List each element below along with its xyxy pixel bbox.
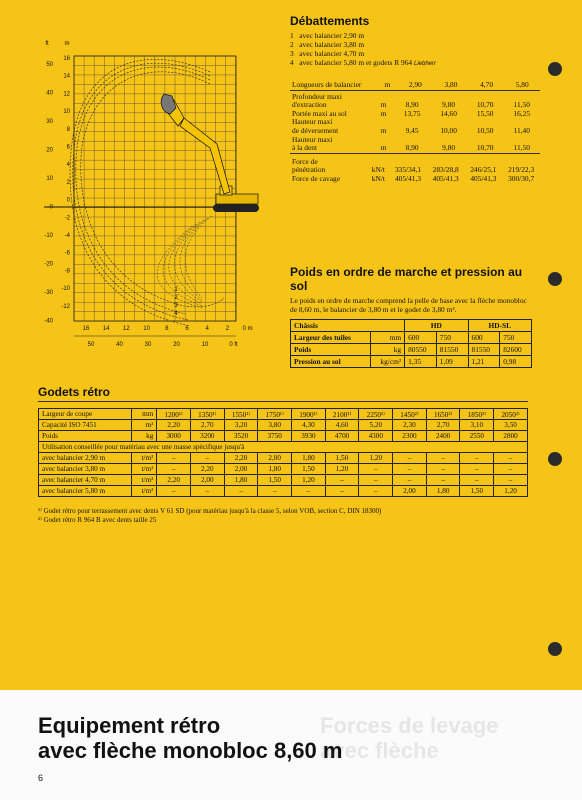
ghost-title bbox=[320, 713, 499, 763]
bucket-value: 2300 bbox=[393, 431, 427, 442]
page-number: 6 bbox=[38, 773, 44, 783]
bucket-value: – bbox=[460, 464, 494, 475]
spec-unit: m bbox=[380, 125, 387, 135]
bucket-value: 1,20 bbox=[359, 453, 393, 464]
bucket-value: 2100¹⁾ bbox=[325, 409, 359, 420]
bucket-value: 4,60 bbox=[325, 420, 359, 431]
header-value: 3,80 bbox=[444, 80, 458, 89]
godets-title: Godets rétro bbox=[38, 385, 528, 402]
spec-unit: m bbox=[380, 143, 387, 153]
spec-value: 9,80 bbox=[442, 143, 456, 153]
bucket-value: 2550 bbox=[460, 431, 494, 442]
m-tick-label: -6 bbox=[64, 250, 70, 257]
binding-hole bbox=[548, 452, 562, 466]
bucket-value: – bbox=[157, 486, 191, 497]
digging-arc bbox=[180, 218, 208, 300]
bucket-value: 1,80 bbox=[292, 453, 326, 464]
spec-value: 335/34,1 bbox=[394, 165, 422, 175]
weight-unit: kg/cm² bbox=[370, 356, 404, 368]
bucket-value: – bbox=[494, 464, 528, 475]
bucket-value: 2250¹⁾ bbox=[359, 409, 393, 420]
x-m-tick-label: 8 bbox=[165, 326, 169, 332]
bucket-value: 1,80 bbox=[258, 464, 292, 475]
spec-value: 10,50 bbox=[476, 125, 494, 135]
arm-text: avec balancier 2,90 m bbox=[299, 31, 365, 40]
bucket-value: 2,70 bbox=[190, 420, 224, 431]
reach-header bbox=[290, 81, 540, 91]
arm-num: 4 bbox=[290, 58, 294, 67]
m-tick-label: 4 bbox=[66, 162, 70, 169]
bucket-value: – bbox=[359, 475, 393, 486]
ft-tick-label: 20 bbox=[46, 147, 53, 154]
bucket-label: Largeur de coupe bbox=[39, 409, 132, 420]
spec-value: 283/28,8 bbox=[432, 165, 459, 175]
bucket-value: – bbox=[190, 453, 224, 464]
bucket-row bbox=[39, 420, 528, 431]
bucket-value: – bbox=[157, 464, 191, 475]
header-value: 5,80 bbox=[515, 80, 529, 89]
bucket-value: – bbox=[190, 486, 224, 497]
bucket-value: 2,20 bbox=[157, 475, 191, 486]
arm-text: avec balancier 3,80 m bbox=[299, 40, 365, 49]
bucket-value: 3,20 bbox=[224, 420, 258, 431]
bucket-value: 1750¹⁾ bbox=[258, 409, 292, 420]
weight-unit: mm bbox=[370, 332, 404, 344]
bucket-value: – bbox=[359, 486, 393, 497]
bucket-value: 1,50 bbox=[460, 486, 494, 497]
bucket-value: – bbox=[426, 475, 460, 486]
arm-num: 1 bbox=[290, 31, 294, 40]
bucket-value: 2,00 bbox=[224, 464, 258, 475]
bucket-value: – bbox=[325, 475, 359, 486]
x-ft-tick-label: 0 ft bbox=[229, 342, 238, 348]
bucket-value: 1,20 bbox=[494, 486, 528, 497]
bucket-value: 2400 bbox=[426, 431, 460, 442]
weight-row bbox=[291, 332, 532, 344]
spec-label: à la dent bbox=[292, 143, 318, 153]
ft-tick-label: -10 bbox=[44, 233, 53, 239]
m-tick-label: -10 bbox=[61, 286, 70, 293]
bucket-label: Poids bbox=[39, 431, 132, 442]
force-table bbox=[290, 158, 540, 184]
spec-value: 219/22,3 bbox=[508, 165, 535, 175]
arm-list bbox=[290, 31, 540, 69]
bucket-unit: t/m³ bbox=[132, 464, 157, 475]
arm-line bbox=[290, 58, 540, 69]
bucket-value: 1,20 bbox=[325, 464, 359, 475]
m-tick-label: -12 bbox=[61, 303, 70, 310]
header-value: 4,70 bbox=[480, 80, 494, 89]
unit-ft-label: ft bbox=[45, 41, 49, 47]
spec-unit: m bbox=[380, 100, 387, 110]
m-tick-label: 2 bbox=[66, 179, 70, 186]
bucket-value: 3,10 bbox=[460, 420, 494, 431]
usage-row bbox=[39, 442, 528, 453]
ft-tick-label: 30 bbox=[46, 119, 53, 125]
ghost-line: Forces de levage bbox=[320, 713, 499, 738]
bucket-value: 1650²⁾ bbox=[426, 409, 460, 420]
weight-value: 81550 bbox=[468, 344, 500, 356]
ft-tick-label: 50 bbox=[46, 62, 53, 68]
footnote-2: ²⁾ Godet rétro R 964 B avec dents taille 25 bbox=[38, 516, 157, 524]
bucket-value: 1200¹⁾ bbox=[157, 409, 191, 420]
arm-num: 3 bbox=[290, 49, 294, 58]
bucket-value: 2,00 bbox=[258, 453, 292, 464]
bucket-row bbox=[39, 453, 528, 464]
bucket-unit: t/m³ bbox=[132, 486, 157, 497]
excavator-body bbox=[216, 194, 258, 204]
bucket-value: 2,20 bbox=[190, 464, 224, 475]
curve-number: 3 bbox=[174, 303, 178, 309]
weight-value: 80550 bbox=[405, 344, 437, 356]
m-tick-label: 14 bbox=[63, 73, 70, 80]
bucket-value: 1,80 bbox=[426, 486, 460, 497]
x-m-tick-label: 0 m bbox=[242, 326, 253, 332]
spec-label: pénétration bbox=[292, 165, 326, 175]
bucket-unit: m³ bbox=[132, 420, 157, 431]
bucket-value: 1,50 bbox=[325, 453, 359, 464]
weight-value: 750 bbox=[436, 332, 468, 344]
bucket-value: 2,00 bbox=[393, 486, 427, 497]
spec-value: 246/25,1 bbox=[470, 165, 497, 175]
weight-table bbox=[290, 319, 532, 368]
arm-text: avec balancier 5,80 m et godets R 964 bbox=[299, 58, 414, 67]
spec-value: 10,70 bbox=[476, 143, 494, 153]
bucket-value: 4700 bbox=[325, 431, 359, 442]
m-tick-label: -8 bbox=[64, 268, 70, 275]
x-ft-tick-label: 30 bbox=[144, 342, 152, 348]
weight-value: 0,98 bbox=[500, 356, 532, 368]
bucket-value: 2,00 bbox=[190, 475, 224, 486]
digging-arc bbox=[174, 220, 204, 302]
x-m-tick-label: 2 bbox=[225, 326, 230, 332]
m-tick-label: 12 bbox=[63, 91, 70, 98]
spec-row bbox=[290, 144, 540, 153]
binding-hole bbox=[548, 62, 562, 76]
bucket-unit: t/m³ bbox=[132, 453, 157, 464]
bucket-value: – bbox=[393, 453, 427, 464]
x-m-tick-label: 10 bbox=[143, 326, 150, 332]
curve-number: 1 bbox=[174, 287, 178, 293]
spec-value: 10,70 bbox=[476, 100, 494, 110]
spec-label: de déversement bbox=[292, 125, 339, 135]
spec-value: 300/30,7 bbox=[508, 173, 535, 183]
bucket-value: – bbox=[292, 486, 326, 497]
bucket-value: – bbox=[460, 475, 494, 486]
excavator-boom bbox=[180, 118, 230, 194]
bucket-label: avec balancier 5,80 m bbox=[39, 486, 132, 497]
spec-value: 9,80 bbox=[442, 100, 456, 110]
weight-unit: kg bbox=[370, 344, 404, 356]
bucket-label: avec balancier 2,90 m bbox=[39, 453, 132, 464]
spec-value: 15,50 bbox=[476, 108, 494, 118]
bucket-value: 1,20 bbox=[292, 475, 326, 486]
bucket-value: – bbox=[426, 464, 460, 475]
weight-value: 1,35 bbox=[405, 356, 437, 368]
header-unit: m bbox=[384, 80, 391, 89]
bucket-value: 3,80 bbox=[258, 420, 292, 431]
weight-value: 1,09 bbox=[436, 356, 468, 368]
spec-value: 405/41,3 bbox=[394, 173, 422, 183]
ghost-line: avec flèche bbox=[320, 738, 439, 763]
spec-value: 405/41,3 bbox=[470, 173, 497, 183]
spec-value: 8,90 bbox=[405, 143, 419, 153]
bucket-value: 3200 bbox=[190, 431, 224, 442]
bucket-value: 1450²⁾ bbox=[393, 409, 427, 420]
bucket-value: 4300 bbox=[359, 431, 393, 442]
bucket-unit: mm bbox=[132, 409, 157, 420]
title-line-2: avec flèche monobloc 8,60 m bbox=[38, 738, 343, 763]
spec-value: 13,75 bbox=[403, 108, 421, 118]
poids-title: Poids en ordre de marche et pression au sol bbox=[290, 265, 523, 293]
m-tick-label: -4 bbox=[64, 233, 70, 239]
hdsl-label: HD-SL bbox=[468, 320, 531, 332]
header-label: Longueurs de balancier bbox=[292, 80, 362, 89]
spec-value: 405/41,3 bbox=[432, 173, 459, 183]
working-range-diagram bbox=[34, 36, 274, 348]
brand-logo: Liebherr bbox=[413, 61, 436, 67]
bucket-value: – bbox=[359, 464, 393, 475]
title-line-1: Equipement rétro bbox=[38, 713, 221, 738]
usage-label: Utilisation conseillée pour matériau avec une masse spécifique jusqu'à bbox=[39, 442, 528, 453]
bucket-value: 2800 bbox=[494, 431, 528, 442]
bucket-value: – bbox=[494, 475, 528, 486]
unit-m-label: m bbox=[64, 41, 70, 47]
excavator-track bbox=[213, 204, 259, 212]
poids-text: Le poids en ordre de marche comprend la pelle de base avec la flèche monobloc de 8,60 m, le balancier de 3,80 m et le godet de 3,80 m³. bbox=[290, 296, 527, 314]
binding-hole bbox=[548, 642, 562, 656]
ft-tick-label: -40 bbox=[44, 318, 53, 325]
bucket-value: – bbox=[460, 453, 494, 464]
header-value: 2,90 bbox=[408, 80, 422, 89]
bucket-value: – bbox=[426, 453, 460, 464]
spec-label: Portée maxi au sol bbox=[292, 108, 347, 118]
bucket-value: – bbox=[393, 475, 427, 486]
bucket-value: 1,50 bbox=[258, 475, 292, 486]
bucket-value: 4,30 bbox=[292, 420, 326, 431]
bucket-table bbox=[38, 408, 528, 497]
reach-envelope bbox=[76, 67, 210, 314]
spec-unit: kN/t bbox=[371, 165, 385, 175]
bucket-value: – bbox=[157, 453, 191, 464]
arm-line bbox=[290, 40, 540, 49]
bucket-value: 2,20 bbox=[224, 453, 258, 464]
ft-tick-label: -30 bbox=[44, 290, 53, 296]
chassis-label: Châssis bbox=[291, 320, 405, 332]
ft-tick-label: 40 bbox=[46, 90, 53, 97]
bucket-value: 1,80 bbox=[224, 475, 258, 486]
bucket-row bbox=[39, 486, 528, 497]
x-m-tick-label: 4 bbox=[205, 326, 209, 332]
weight-value: 1,21 bbox=[468, 356, 500, 368]
x-m-tick-label: 16 bbox=[82, 326, 90, 332]
weight-label: Largeur des tuiles bbox=[291, 332, 371, 344]
x-m-tick-label: 12 bbox=[123, 326, 130, 332]
weight-row bbox=[291, 356, 532, 368]
bucket-value: 5,20 bbox=[359, 420, 393, 431]
spec-value: 8,90 bbox=[405, 100, 419, 110]
reach-envelope bbox=[81, 72, 224, 307]
spec-value: 11,50 bbox=[513, 100, 530, 110]
m-tick-label: 6 bbox=[66, 144, 70, 151]
x-ft-tick-label: 50 bbox=[87, 342, 95, 348]
bucket-value: – bbox=[258, 486, 292, 497]
bucket-value: 2,20 bbox=[157, 420, 191, 431]
digging-arc bbox=[185, 216, 212, 298]
spec-value: 11,50 bbox=[513, 143, 530, 153]
weight-value: 82600 bbox=[500, 344, 532, 356]
m-tick-label: 10 bbox=[63, 109, 70, 116]
ft-tick-label: -20 bbox=[44, 261, 53, 268]
bucket-row bbox=[39, 431, 528, 442]
spec-unit: kN/t bbox=[371, 173, 385, 183]
spec-unit: m bbox=[380, 108, 387, 118]
bucket-value: 3520 bbox=[224, 431, 258, 442]
bucket-row bbox=[39, 464, 528, 475]
spec-label: d'extraction bbox=[292, 100, 327, 110]
bucket-unit: kg bbox=[132, 431, 157, 442]
spec-label: Force de cavage bbox=[292, 173, 341, 183]
curve-number: 4 bbox=[174, 311, 178, 317]
arm-text: avec balancier 4,70 m bbox=[299, 49, 365, 58]
bucket-value: 1850²⁾ bbox=[460, 409, 494, 420]
reach-envelope bbox=[70, 59, 210, 326]
m-tick-label: 0 bbox=[66, 197, 70, 204]
arm-line bbox=[290, 31, 540, 40]
bucket-value: 2050²⁾ bbox=[494, 409, 528, 420]
arm-num: 2 bbox=[290, 40, 294, 49]
reach-envelope bbox=[73, 63, 210, 320]
page-title bbox=[38, 713, 342, 763]
bucket-row bbox=[39, 475, 528, 486]
spec-value: 10,00 bbox=[440, 125, 457, 135]
arm-line bbox=[290, 49, 540, 58]
bucket-value: 2,30 bbox=[393, 420, 427, 431]
weight-value: 600 bbox=[405, 332, 437, 344]
bucket-value: 1350¹⁾ bbox=[190, 409, 224, 420]
bucket-value: 3750 bbox=[258, 431, 292, 442]
reach-table bbox=[290, 93, 540, 154]
hd-label: HD bbox=[405, 320, 468, 332]
spec-value: 14,60 bbox=[440, 108, 457, 118]
m-tick-label: 8 bbox=[66, 126, 70, 133]
footnote-1: ¹⁾ Godet rétro pour terrassement avec dents V 61 SD (pour matériau jusqu'à la classe 5, selon VOB, section C, DIN 18300) bbox=[38, 507, 382, 515]
godets-section bbox=[38, 385, 538, 525]
bucket-value: 1,50 bbox=[292, 464, 326, 475]
m-tick-label: 16 bbox=[63, 56, 70, 62]
spec-value: 16,25 bbox=[513, 108, 531, 118]
bucket-value: 3930 bbox=[292, 431, 326, 442]
working-range-svg bbox=[34, 36, 274, 348]
bucket-unit: t/m³ bbox=[132, 475, 157, 486]
x-ft-tick-label: 20 bbox=[173, 342, 180, 348]
bucket-value: – bbox=[325, 486, 359, 497]
spec-value: 11,40 bbox=[513, 125, 530, 135]
x-ft-tick-label: 10 bbox=[201, 342, 209, 348]
ft-tick-label: 0 bbox=[49, 204, 53, 211]
weight-value: 81550 bbox=[436, 344, 468, 356]
x-ft-tick-label: 40 bbox=[116, 342, 123, 348]
bucket-row bbox=[39, 409, 528, 420]
bucket-value: – bbox=[494, 453, 528, 464]
bucket-value: 1550¹⁾ bbox=[224, 409, 258, 420]
bucket-label: avec balancier 4,70 m bbox=[39, 475, 132, 486]
debattements-section bbox=[290, 14, 540, 184]
bucket-value: 2,70 bbox=[426, 420, 460, 431]
spec-value: 9,45 bbox=[405, 125, 419, 135]
bucket-label: avec balancier 3,80 m bbox=[39, 464, 132, 475]
bucket-value: 1900¹⁾ bbox=[292, 409, 326, 420]
spec-label: Force de bbox=[292, 156, 318, 166]
m-tick-label: -2 bbox=[64, 215, 70, 222]
weight-row bbox=[291, 344, 532, 356]
binding-hole bbox=[548, 272, 562, 286]
weight-value: 600 bbox=[468, 332, 500, 344]
spec-label: Hauteur maxi bbox=[292, 134, 333, 144]
curve-number: 2 bbox=[174, 295, 178, 301]
debattements-title: Débattements bbox=[290, 14, 370, 28]
spec-label: Profondeur maxi bbox=[292, 91, 342, 101]
bucket-label: Capacité ISO 7451 bbox=[39, 420, 132, 431]
bucket-value: – bbox=[224, 486, 258, 497]
weight-label: Poids bbox=[291, 344, 371, 356]
x-m-tick-label: 14 bbox=[102, 326, 110, 332]
spec-label: Hauteur maxi bbox=[292, 117, 333, 127]
spec-row bbox=[290, 175, 540, 184]
ft-tick-label: 10 bbox=[46, 176, 53, 182]
x-m-tick-label: 6 bbox=[185, 326, 189, 332]
bucket-value: – bbox=[393, 464, 427, 475]
poids-section bbox=[290, 265, 540, 368]
bucket-value: 3,50 bbox=[494, 420, 528, 431]
weight-label: Pression au sol bbox=[291, 356, 371, 368]
bucket-value: 3000 bbox=[157, 431, 191, 442]
weight-value: 750 bbox=[500, 332, 532, 344]
